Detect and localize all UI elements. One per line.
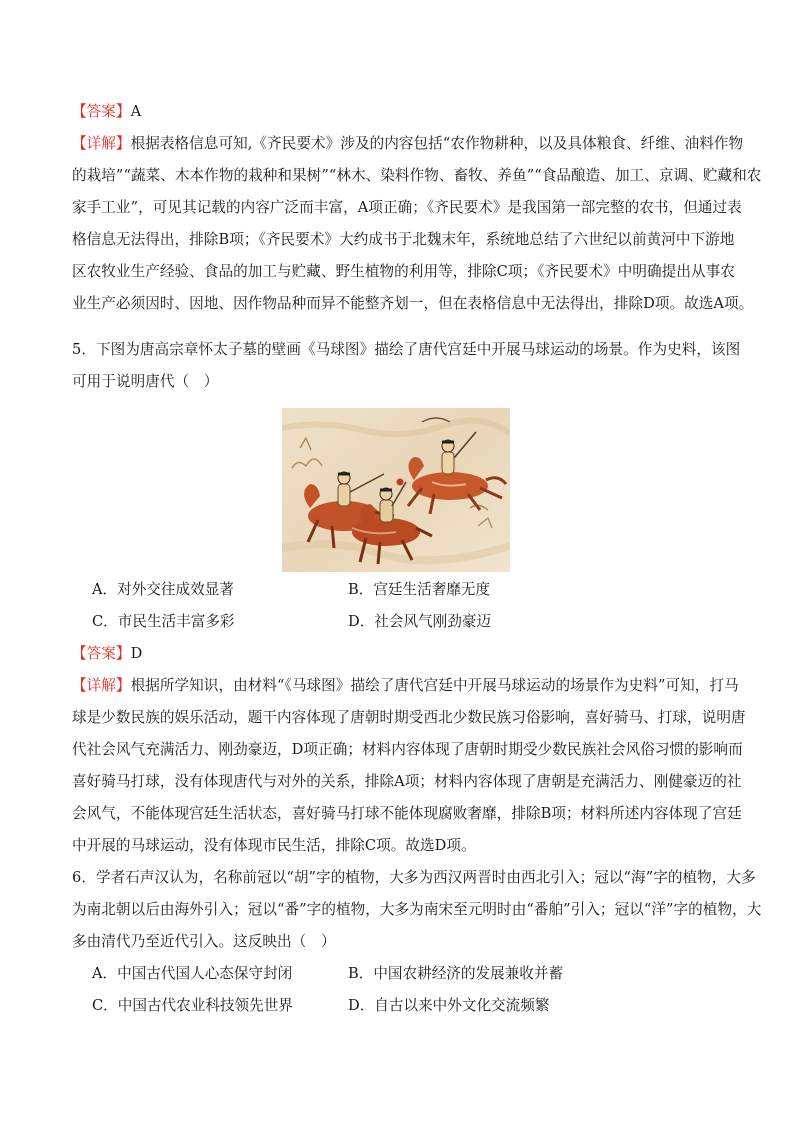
q5-options-row <box>72 574 724 606</box>
q5-detail-line: 中开展的马球运动，没有体现市民生活，排除C项。故选D项。 <box>72 837 476 854</box>
q5-detail-line: 会风气，不能体现宫廷生活状态，喜好骑马打球不能体现腐败奢靡，排除B项；材料所述内容体现了宫廷 <box>72 805 742 822</box>
q5-option-d[interactable]: D．社会风气刚劲豪迈 <box>348 613 492 630</box>
q4-detail-line: 格信息无法得出，排除B项；《齐民要术》大约成书于北魏末年，系统地总结了六世纪以前黄河中下游地 <box>72 231 735 248</box>
q5-detail-line: 喜好骑马打球，没有体现唐代与对外的关系，排除A项；材料内容体现了唐朝是充满活力、刚健豪迈的社 <box>72 773 742 790</box>
q4-detail-line: 【详解】根据表格信息可知,《齐民要术》涉及的内容包括“农作物耕种，以及具体粮食、纤维、油料作物 <box>72 135 744 152</box>
q6-stem-line: 多由清代乃至近代引入。这反映出（ ） <box>72 933 336 950</box>
q6-option-c[interactable]: C．中国古代农业科技领先世界 <box>92 997 293 1014</box>
q6-options-row <box>72 958 724 990</box>
q4-detail-line: 的栽培”“蔬菜、木本作物的栽种和果树”“林木、染料作物、畜牧、养鱼”“食品酿造、加工、京调、贮藏和农 <box>72 167 762 184</box>
q6-option-a[interactable]: A．中国古代国人心态保守封闭 <box>92 965 293 982</box>
q6-stem-line: 6．学者石声汉认为，名称前冠以“胡”字的植物，大多为西汉两晋时由西北引入；冠以“海”字的植物，大多 <box>72 869 756 886</box>
q5-options-row <box>72 606 724 638</box>
q4-detail-line: 业生产必须因时、因地、因作物品种而异不能整齐划一，但在表格信息中无法得出，排除D项。故选A项。 <box>72 295 754 312</box>
q5-stem-line: 可用于说明唐代（ ） <box>72 373 219 390</box>
q5-stem-line: 5．下图为唐高宗章怀太子墓的壁画《马球图》描绘了唐代宫廷中开展马球运动的场景。作为史料，该图 <box>72 341 741 358</box>
q5-option-a[interactable]: A．对外交往成效显著 <box>92 581 234 598</box>
q5-detail-line: 代社会风气充满活力、刚劲豪迈，D项正确；材料内容体现了唐朝时期受少数民族社会风俗习惯的影响而 <box>72 741 743 758</box>
q5-detail-line: 【详解】根据所学知识，由材料“《马球图》描绘了唐代宫廷中开展马球运动的场景作为史料”可知，打马 <box>72 677 739 694</box>
exam-page <box>72 96 762 1022</box>
q5-detail-line: 球是少数民族的娱乐活动，题干内容体现了唐朝时期受西北少数民族习俗影响，喜好骑马、打球，说明唐 <box>72 709 746 726</box>
q4-answer: 【答案】A <box>72 103 142 120</box>
q6-option-d[interactable]: D．自古以来中外文化交流频繁 <box>348 997 550 1014</box>
q5-option-c[interactable]: C．市民生活丰富多彩 <box>92 613 235 630</box>
q5-answer: 【答案】D <box>72 645 143 662</box>
polo-mural-image <box>282 408 510 572</box>
q6-options-row <box>72 990 724 1022</box>
q6-stem-line: 为南北朝以后由海外引入；冠以“番”字的植物，大多为南宋至元明时由“番舶”引入；冠以“洋”字的植物，大 <box>72 901 762 918</box>
q6-option-b[interactable]: B．中国农耕经济的发展兼收并蓄 <box>348 965 564 982</box>
q5-option-b[interactable]: B．宫廷生活奢靡无度 <box>348 581 491 598</box>
q4-detail-line: 家手工业”，可见其记载的内容广泛而丰富，A项正确；《齐民要术》是我国第一部完整的农书，但通过表 <box>72 199 742 216</box>
q4-detail-line: 区农牧业生产经验、食品的加工与贮藏、野生植物的利用等，排除C项；《齐民要术》中明确提出从事农 <box>72 263 735 280</box>
polo-mural-icon <box>282 408 510 572</box>
